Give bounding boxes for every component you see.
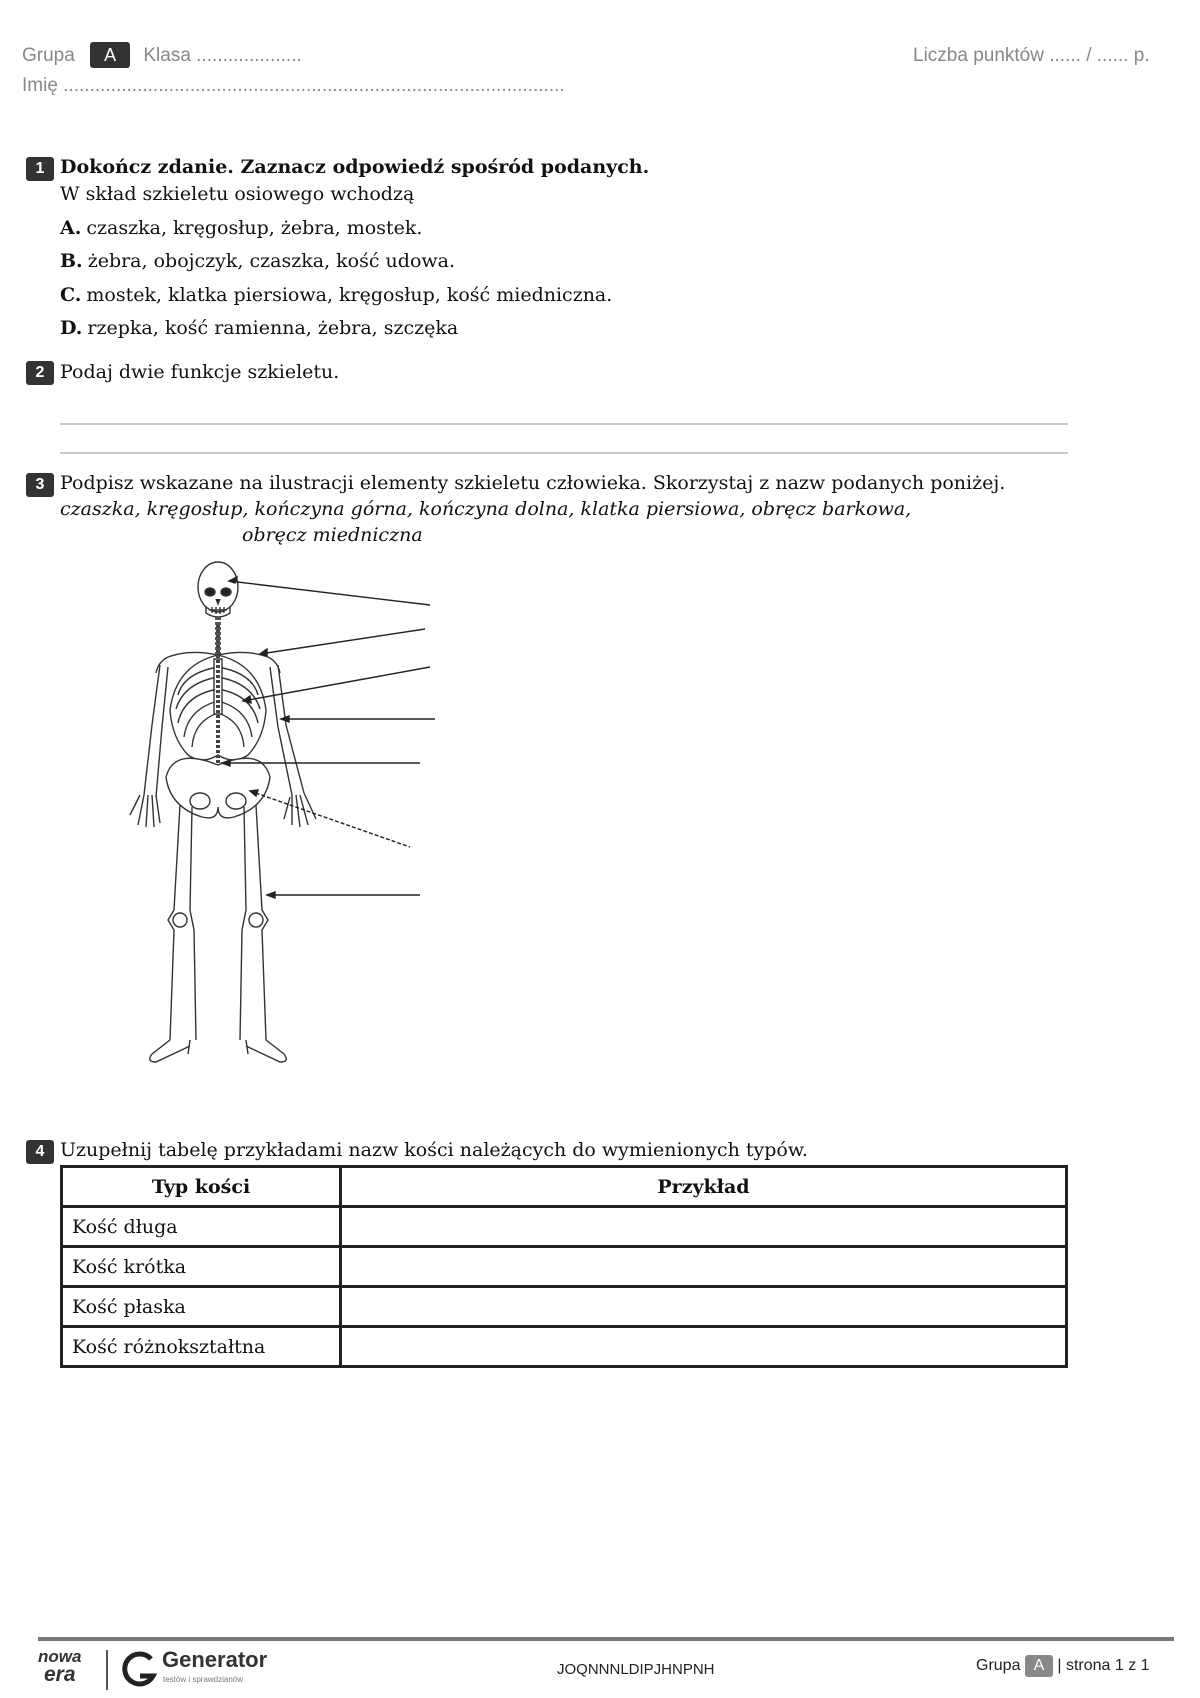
table-row <box>62 1287 1067 1327</box>
logo-line-1: nowa <box>38 1647 82 1666</box>
question-3-number: 3 <box>26 473 54 497</box>
table-row <box>62 1247 1067 1287</box>
group-field <box>22 42 302 68</box>
generator-g-icon <box>120 1650 158 1690</box>
generator-label: Generator <box>162 1647 268 1672</box>
group-label: Grupa <box>22 45 75 66</box>
option-letter: C. <box>60 284 82 306</box>
option-text: rzepka, kość ramienna, żebra, szczęka <box>87 317 459 339</box>
option-letter: B. <box>60 250 83 272</box>
question-3-text: Podpisz wskazane na ilustracji elementy szkieletu człowieka. Skorzystaj z nazw podanych poniżej. <box>60 472 1006 494</box>
logo-divider <box>106 1650 108 1690</box>
question-2-number: 2 <box>26 361 54 385</box>
answer-cell[interactable] <box>341 1287 1067 1327</box>
table-cell: Kość długa <box>62 1207 341 1247</box>
ribcage-drawing <box>170 625 266 765</box>
answer-line-2[interactable] <box>60 452 1068 454</box>
page-number: | strona 1 z 1 <box>1057 1657 1150 1674</box>
points-field: Liczba punktów ...... / ...... p. <box>913 45 1150 66</box>
option-text: mostek, klatka piersiowa, kręgosłup, kość miedniczna. <box>86 284 613 306</box>
table-header-cell: Typ kości <box>62 1167 341 1207</box>
table-cell: Kość płaska <box>62 1287 341 1327</box>
option-d[interactable] <box>60 317 458 339</box>
bone-types-table <box>60 1165 1068 1368</box>
class-label: Klasa .................... <box>143 45 302 66</box>
skeleton-illustration <box>110 555 450 1110</box>
question-3-names-line-1: czaszka, kręgosłup, kończyna górna, kończyna dolna, klatka piersiowa, obręcz barkowa, <box>60 498 912 520</box>
document-code: JOQNNNLDIPJHNPNH <box>557 1661 715 1678</box>
option-text: żebra, obojczyk, czaszka, kość udowa. <box>87 250 456 272</box>
question-3-names-line-2: obręcz miedniczna <box>242 524 423 546</box>
generator-subtitle: testów i sprawdzianów <box>163 1675 244 1684</box>
table-header-row <box>62 1167 1067 1207</box>
question-1-title: Dokończ zdanie. Zaznacz odpowiedź spośród podanych. <box>60 156 650 178</box>
nowa-era-logo <box>38 1648 94 1690</box>
question-1-number: 1 <box>26 157 54 181</box>
leg-drawing <box>150 805 287 1062</box>
option-c[interactable] <box>60 284 612 306</box>
question-1-stem: W skład szkieletu osiowego wchodzą <box>60 183 415 205</box>
logo-line-2: era <box>44 1663 76 1686</box>
table-cell: Kość krótka <box>62 1247 341 1287</box>
footer-group-badge: A <box>1025 1655 1053 1677</box>
footer-group-label: Grupa <box>976 1657 1021 1674</box>
answer-cell[interactable] <box>341 1247 1067 1287</box>
table-row <box>62 1207 1067 1247</box>
skull-drawing <box>198 562 238 617</box>
answer-cell[interactable] <box>341 1207 1067 1247</box>
answer-cell[interactable] <box>341 1327 1067 1367</box>
option-letter: A. <box>60 217 82 239</box>
table-row <box>62 1327 1067 1367</box>
answer-line-1[interactable] <box>60 423 1068 425</box>
option-text: czaszka, kręgosłup, żebra, mostek. <box>86 217 423 239</box>
footer-page-info <box>976 1655 1150 1677</box>
pelvis-drawing <box>166 758 270 818</box>
table-cell: Kość różnokształtna <box>62 1327 341 1367</box>
question-4-text: Uzupełnij tabelę przykładami nazw kości należących do wymienionych typów. <box>60 1139 808 1161</box>
footer-rule <box>38 1637 1174 1641</box>
option-a[interactable] <box>60 217 422 239</box>
option-b[interactable] <box>60 250 455 272</box>
group-badge: A <box>90 42 130 68</box>
question-4-number: 4 <box>26 1140 54 1164</box>
name-field: Imię ............................................................................................... <box>22 75 565 96</box>
option-letter: D. <box>60 317 83 339</box>
question-2-text: Podaj dwie funkcje szkieletu. <box>60 361 340 383</box>
table-header-cell: Przykład <box>341 1167 1067 1207</box>
